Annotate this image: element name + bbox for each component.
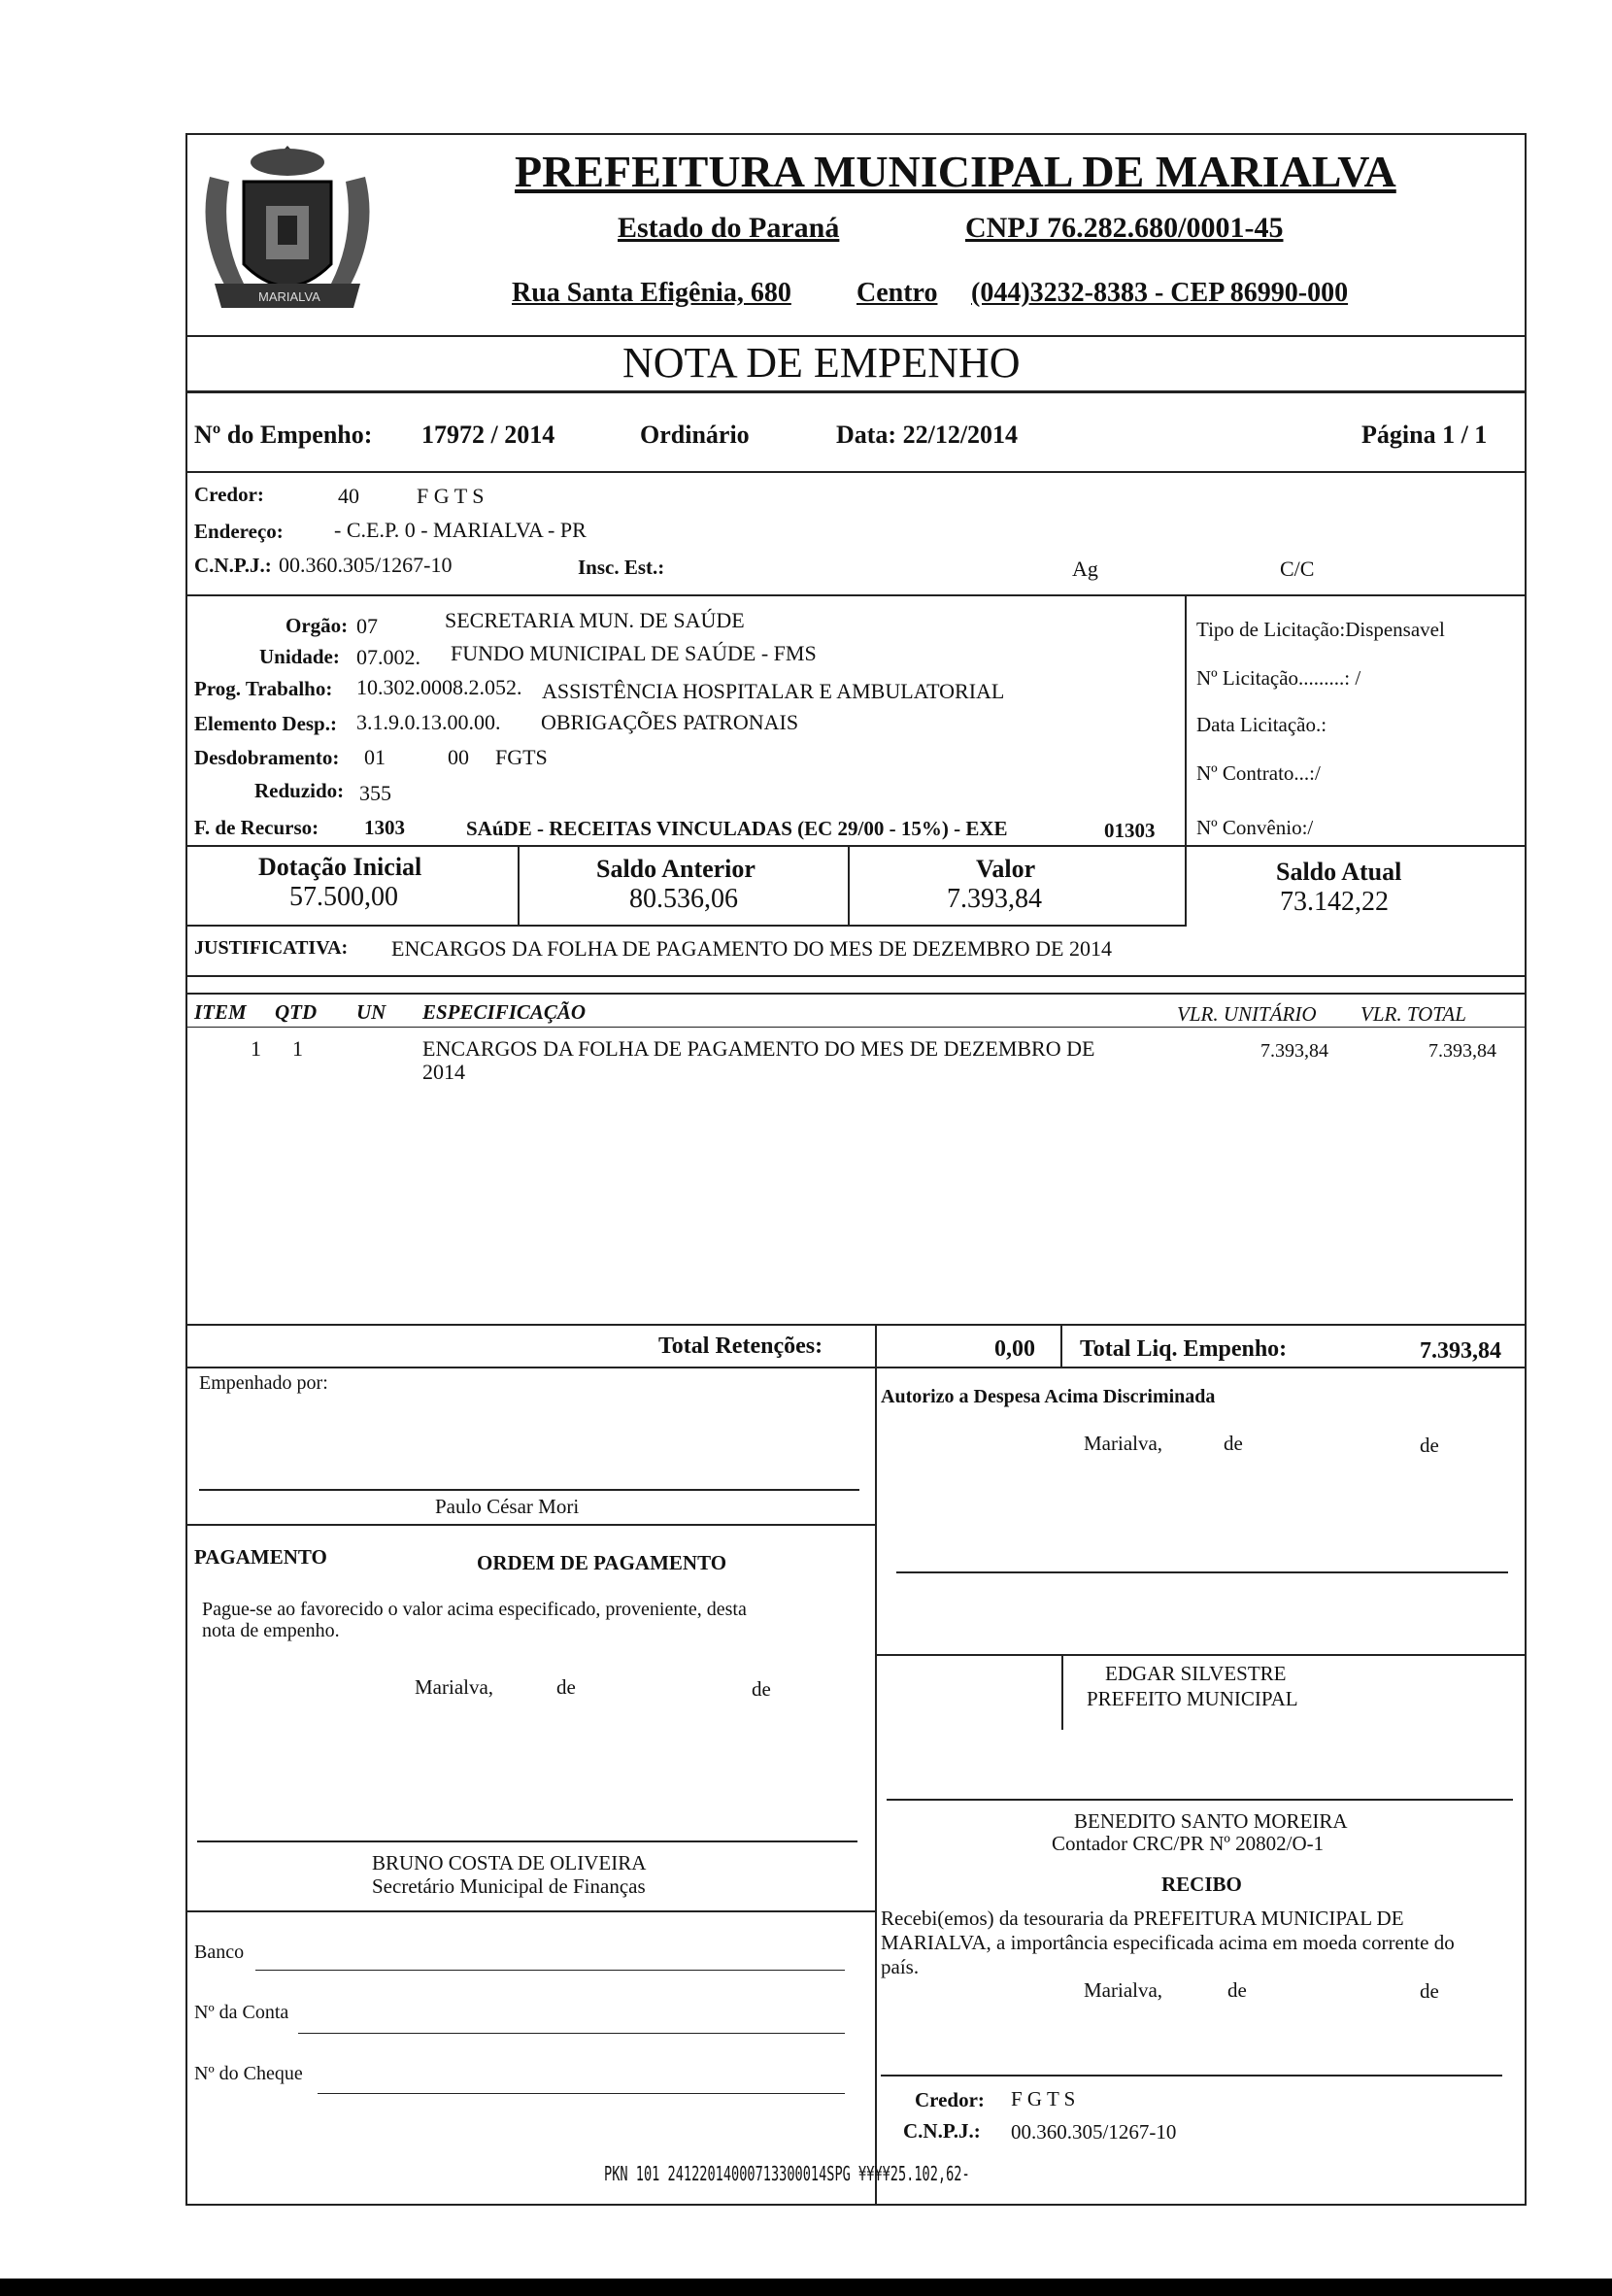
autorizo-de-2: de — [1420, 1434, 1439, 1457]
unidade-name: FUNDO MUNICIPAL DE SAÚDE - FMS — [451, 641, 817, 665]
signature-line — [197, 1840, 857, 1842]
row-spec: ENCARGOS DA FOLHA DE PAGAMENTO DO MES DE DEZEMBRO DE — [422, 1036, 1095, 1061]
recibo-credor-label: Credor: — [915, 2088, 985, 2111]
contador-name: BENEDITO SANTO MOREIRA — [1074, 1809, 1348, 1833]
pague-text-2: nota de empenho. — [202, 1620, 340, 1641]
elemento-label: Elemento Desp.: — [194, 712, 337, 735]
desdobramento-a: 01 — [364, 745, 386, 769]
dotacao-label: Dotação Inicial — [258, 853, 422, 881]
saldo-anterior-value: 80.536,06 — [629, 884, 738, 914]
numero-contrato: Nº Contrato...:/ — [1196, 761, 1321, 785]
total-liquido-label: Total Liq. Empenho: — [1080, 1336, 1288, 1362]
row-vlr-total: 7.393,84 — [1428, 1040, 1496, 1062]
frame-top — [185, 133, 1527, 135]
divider — [185, 1367, 1527, 1368]
credor-code: 40 — [338, 484, 359, 508]
empenhado-por-label: Empenhado por: — [199, 1372, 328, 1394]
endereco-label: Endereço: — [194, 520, 284, 543]
org-cnpj: CNPJ 76.282.680/0001-45 — [965, 212, 1284, 244]
recurso-number: 01303 — [1104, 819, 1156, 842]
empenho-number-label: Nº do Empenho: — [194, 421, 373, 449]
col-vlr-total: VLR. TOTAL — [1360, 1002, 1466, 1026]
recibo-title: RECIBO — [1161, 1873, 1242, 1896]
conta-label: Nº da Conta — [194, 2002, 289, 2023]
col-qtd: QTD — [275, 1000, 318, 1024]
divider — [185, 1027, 1527, 1028]
divider — [185, 1524, 876, 1526]
elemento-code: 3.1.9.0.13.00.00. — [356, 710, 501, 734]
prog-code: 10.302.0008.2.052. — [356, 675, 522, 699]
empenho-type: Ordinário — [640, 421, 750, 449]
secretario-name: BRUNO COSTA DE OLIVEIRA — [372, 1851, 647, 1874]
recurso-label: F. de Recurso: — [194, 816, 319, 839]
recibo-text-3: país. — [881, 1955, 920, 1978]
pagamento-city: Marialva, — [415, 1675, 494, 1699]
divider-vertical — [875, 1324, 877, 1368]
frame-right — [1525, 133, 1527, 2206]
divider — [185, 335, 1527, 337]
org-district: Centro — [856, 278, 938, 308]
valor-value: 7.393,84 — [947, 884, 1042, 914]
autorizo-label: Autorizo a Despesa Acima Discriminada — [881, 1386, 1216, 1407]
saldo-atual-label: Saldo Atual — [1276, 858, 1402, 886]
divider — [185, 390, 1527, 393]
pague-text-1: Pague-se ao favorecido o valor acima especificado, proveniente, desta — [202, 1599, 747, 1620]
divider-vertical — [1061, 1654, 1063, 1730]
numero-licitacao: Nº Licitação.........: / — [1196, 666, 1361, 690]
desdobramento-b: 00 — [448, 745, 469, 769]
contador-title: Contador CRC/PR Nº 20802/O-1 — [1052, 1832, 1325, 1855]
endereco-value: - C.E.P. 0 - MARIALVA - PR — [334, 518, 587, 542]
cnpj-label: C.N.P.J.: — [194, 554, 272, 577]
col-vlr-unitario: VLR. UNITÁRIO — [1177, 1002, 1317, 1026]
recibo-credor-name: F G T S — [1011, 2087, 1076, 2110]
prog-label: Prog. Trabalho: — [194, 677, 333, 700]
recurso-name: SAúDE - RECEITAS VINCULADAS (EC 29/00 - 15%) - EXE — [466, 817, 1008, 840]
autorizo-de-1: de — [1224, 1432, 1243, 1455]
col-item: ITEM — [194, 1000, 247, 1024]
divider — [877, 1654, 1527, 1656]
divider-vertical — [1185, 594, 1187, 925]
scan-edge — [0, 2279, 1612, 2296]
agencia-label: Ag — [1072, 557, 1098, 581]
frame-left — [185, 133, 187, 2206]
col-un: UN — [356, 1000, 386, 1024]
cnpj-value: 00.360.305/1267-10 — [279, 553, 453, 577]
divider-vertical — [875, 1367, 877, 2206]
divider-vertical — [848, 847, 850, 925]
prefeito-title: PREFEITO MUNICIPAL — [1087, 1687, 1298, 1710]
orgao-name: SECRETARIA MUN. DE SAÚDE — [445, 608, 745, 632]
unidade-code: 07.002. — [356, 645, 420, 669]
secretario-title: Secretário Municipal de Finanças — [372, 1874, 646, 1898]
empenho-number: 17972 / 2014 — [421, 421, 555, 449]
divider — [185, 594, 1527, 596]
divider — [185, 845, 1527, 847]
divider — [185, 993, 1527, 995]
insc-est-label: Insc. Est.: — [578, 556, 665, 579]
banco-label: Banco — [194, 1941, 245, 1963]
saldo-atual-value: 73.142,22 — [1280, 887, 1389, 917]
signature-line — [199, 1489, 859, 1491]
total-retencoes-label: Total Retenções: — [658, 1334, 823, 1359]
reduzido-value: 355 — [359, 781, 391, 805]
cheque-line — [318, 2093, 845, 2094]
recibo-de-2: de — [1420, 1979, 1439, 2003]
numero-convenio: Nº Convênio:/ — [1196, 816, 1314, 839]
doc-title: NOTA DE EMPENHO — [622, 339, 1021, 387]
conta-corrente-label: C/C — [1280, 557, 1315, 581]
saldo-anterior-label: Saldo Anterior — [596, 855, 756, 883]
signer-empenho: Paulo César Mori — [435, 1495, 580, 1518]
tipo-licitacao: Tipo de Licitação:Dispensavel — [1196, 618, 1445, 641]
elemento-name: OBRIGAÇÕES PATRONAIS — [541, 710, 799, 734]
justificativa-label: JUSTIFICATIVA: — [194, 937, 349, 959]
data-licitacao: Data Licitação.: — [1196, 713, 1327, 736]
signature-line — [896, 1571, 1508, 1573]
page-number: Página 1 / 1 — [1361, 421, 1488, 449]
divider — [185, 1910, 876, 1912]
banco-line — [255, 1970, 845, 1971]
row-spec-cont: 2014 — [422, 1060, 465, 1084]
dotacao-value: 57.500,00 — [289, 882, 398, 912]
col-especificacao: ESPECIFICAÇÃO — [422, 1000, 587, 1024]
credor-name: F G T S — [417, 484, 485, 508]
svg-text:MARIALVA: MARIALVA — [258, 289, 320, 304]
recibo-text-2: MARIALVA, a importância especificada acima em moeda corrente do — [881, 1931, 1455, 1954]
row-qtd: 1 — [292, 1036, 303, 1061]
total-liquido-value: 7.393,84 — [1420, 1338, 1501, 1364]
row-item: 1 — [251, 1036, 261, 1061]
desdobramento-name: FGTS — [495, 745, 548, 769]
credor-label: Credor: — [194, 483, 264, 506]
desdobramento-label: Desdobramento: — [194, 746, 340, 769]
pagamento-de-1: de — [556, 1675, 576, 1699]
row-vlr-unitario: 7.393,84 — [1260, 1040, 1328, 1062]
conta-line — [298, 2033, 845, 2034]
divider-vertical — [1060, 1324, 1062, 1368]
recibo-city: Marialva, — [1084, 1978, 1163, 2002]
recibo-cnpj-label: C.N.P.J.: — [903, 2119, 981, 2143]
state-name: Estado do Paraná — [618, 212, 840, 244]
recibo-text-1: Recebi(emos) da tesouraria da PREFEITURA MUNICIPAL DE — [881, 1907, 1404, 1930]
coat-of-arms-logo — [190, 138, 385, 337]
justificativa-text: ENCARGOS DA FOLHA DE PAGAMENTO DO MES DE DEZEMBRO DE 2014 — [391, 936, 1112, 961]
unidade-label: Unidade: — [259, 645, 340, 668]
signature-line — [881, 2075, 1502, 2077]
autorizo-city: Marialva, — [1084, 1432, 1163, 1455]
prefeito-name: EDGAR SILVESTRE — [1105, 1662, 1287, 1685]
footer-code: PKN 101 24122014000713300014SPG ¥¥¥¥25.102,62- — [604, 2162, 970, 2185]
divider — [185, 1324, 1527, 1326]
orgao-label: Orgão: — [285, 614, 349, 637]
signature-line — [887, 1799, 1513, 1801]
cheque-label: Nº do Cheque — [194, 2063, 303, 2084]
pagamento-label: PAGAMENTO — [194, 1545, 327, 1569]
divider-vertical — [518, 847, 520, 925]
org-address: Rua Santa Efigênia, 680 — [512, 278, 791, 308]
valor-label: Valor — [976, 855, 1036, 883]
org-title: PREFEITURA MUNICIPAL DE MARIALVA — [515, 147, 1396, 196]
ordem-pagamento-label: ORDEM DE PAGAMENTO — [477, 1551, 727, 1574]
divider — [185, 925, 1187, 927]
org-phone-cep: (044)3232-8383 - CEP 86990-000 — [971, 278, 1349, 308]
orgao-code: 07 — [356, 614, 378, 638]
pagamento-de-2: de — [752, 1677, 771, 1701]
reduzido-label: Reduzido: — [254, 779, 345, 802]
recibo-cnpj-value: 00.360.305/1267-10 — [1011, 2120, 1177, 2144]
recibo-de-1: de — [1227, 1978, 1247, 2002]
recurso-code: 1303 — [364, 816, 405, 839]
divider — [185, 471, 1527, 473]
prog-name: ASSISTÊNCIA HOSPITALAR E AMBULATORIAL — [542, 679, 1005, 703]
empenho-date: Data: 22/12/2014 — [836, 421, 1019, 449]
total-retencoes-value: 0,00 — [994, 1336, 1035, 1362]
divider — [185, 975, 1527, 977]
frame-bottom — [185, 2204, 1527, 2206]
